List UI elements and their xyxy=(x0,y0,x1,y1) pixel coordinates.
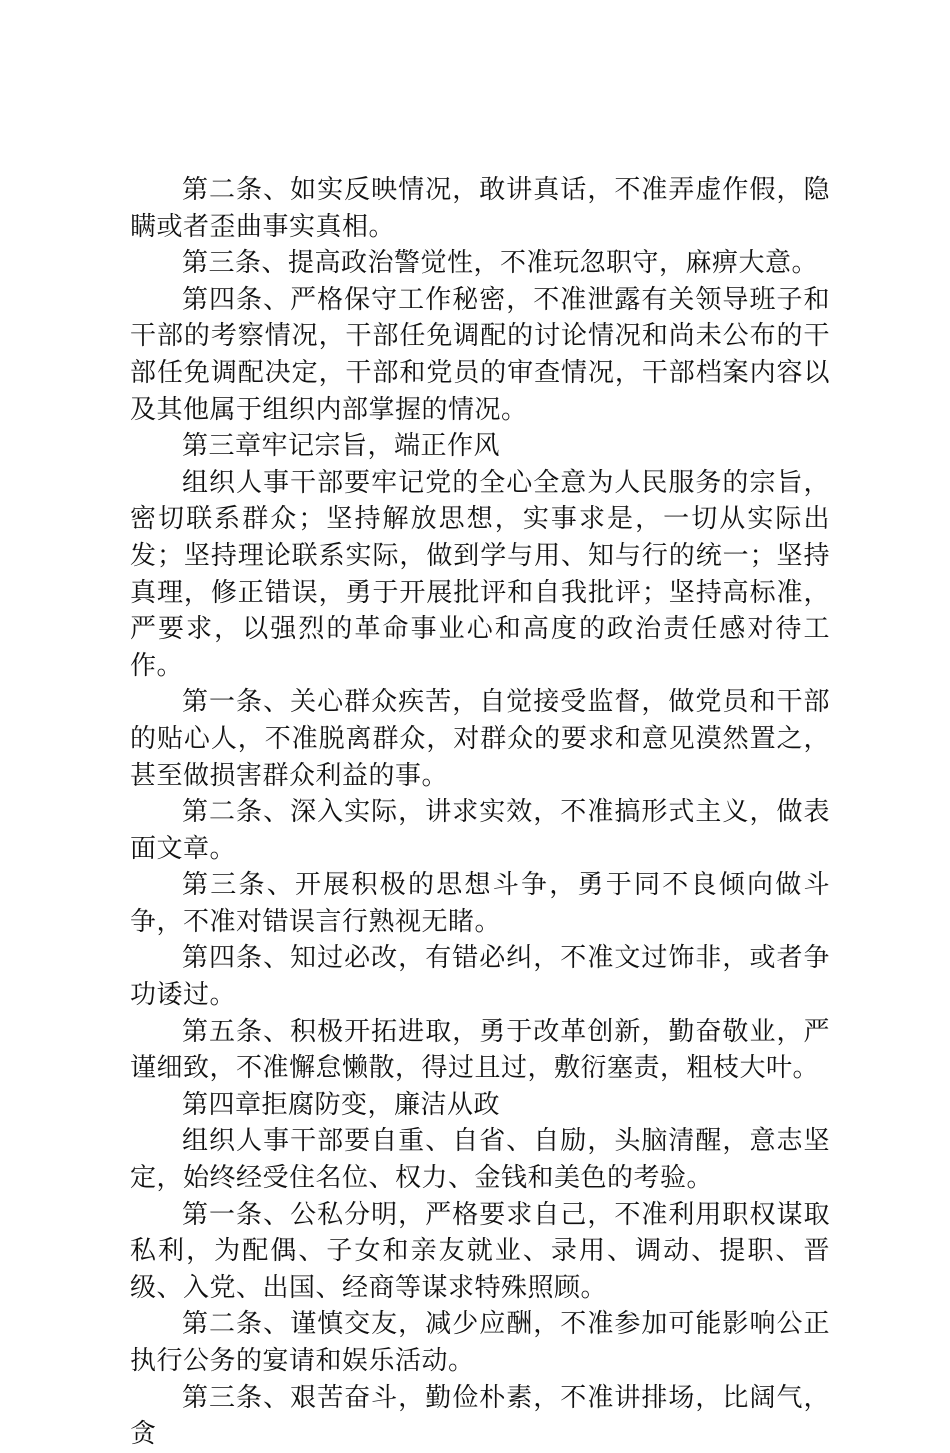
chapter-3-article-2: 第二条、深入实际，讲求实效，不准搞形式主义，做表面文章。 xyxy=(130,797,830,864)
chapter-3-intro: 组织人事干部要牢记党的全心全意为人民服务的宗旨，密切联系群众；坚持解放思想，实事求是，一切从实际出发；坚持理论联系实际，做到学与用、知与行的统一；坚持真理，修正错误，勇于开展批评和自我批评；坚持高标准，严要求，以强烈的革命事业心和高度的政治责任感对待工作。 xyxy=(130,467,830,681)
document-body xyxy=(130,172,830,1453)
chapter-4-heading: 第四章拒腐防变，廉洁从政 xyxy=(182,1089,501,1120)
chapter-4-intro: 组织人事干部要自重、自省、自励，头脑清醒，意志坚定，始终经受住名位、权力、金钱和美色的考验。 xyxy=(130,1126,830,1194)
chapter-3-article-4: 第四条、知过必改，有错必纠，不准文过饰非，或者争功诿过。 xyxy=(130,943,830,1011)
chapter-3-heading: 第三章牢记宗旨，端正作风 xyxy=(182,431,501,462)
chapter-4-article-1: 第一条、公私分明，严格要求自己，不准利用职权谋取私利，为配偶、子女和亲友就业、录用、调动、提职、晋级、入党、出国、经商等谋求特殊照顾。 xyxy=(130,1199,830,1303)
chapter-4-article-2: 第二条、谨慎交友，减少应酬，不准参加可能影响公正执行公务的宴请和娱乐活动。 xyxy=(130,1309,830,1376)
paragraph-article-3: 第三条、提高政治警觉性，不准玩忽职守，麻痹大意。 xyxy=(182,248,819,279)
chapter-3-article-1: 第一条、关心群众疾苦，自觉接受监督，做党员和干部的贴心人，不准脱离群众，对群众的要求和意见漠然置之，甚至做损害群众利益的事。 xyxy=(130,687,830,791)
chapter-3-article-5: 第五条、积极开拓进取，勇于改革创新，勤奋敬业，严谨细致，不准懈怠懒散，得过且过，敷衍塞责，粗枝大叶。 xyxy=(130,1016,830,1084)
chapter-4-article-3: 第三条、艰苦奋斗，勤俭朴素，不准讲排场，比阔气，贪 xyxy=(130,1382,830,1450)
chapter-3-article-3: 第三条、开展积极的思想斗争，勇于同不良倾向做斗争，不准对错误言行熟视无睹。 xyxy=(130,870,830,937)
paragraph-article-4: 第四条、严格保守工作秘密，不准泄露有关领导班子和干部的考察情况，干部任免调配的讨论情况和尚未公布的干部任免调配决定，干部和党员的审查情况，干部档案内容以及其他属于组织内部掌握的情况。 xyxy=(130,284,830,425)
paragraph-article-2: 第二条、如实反映情况，敢讲真话，不准弄虚作假，隐瞒或者歪曲事实真相。 xyxy=(130,175,830,242)
